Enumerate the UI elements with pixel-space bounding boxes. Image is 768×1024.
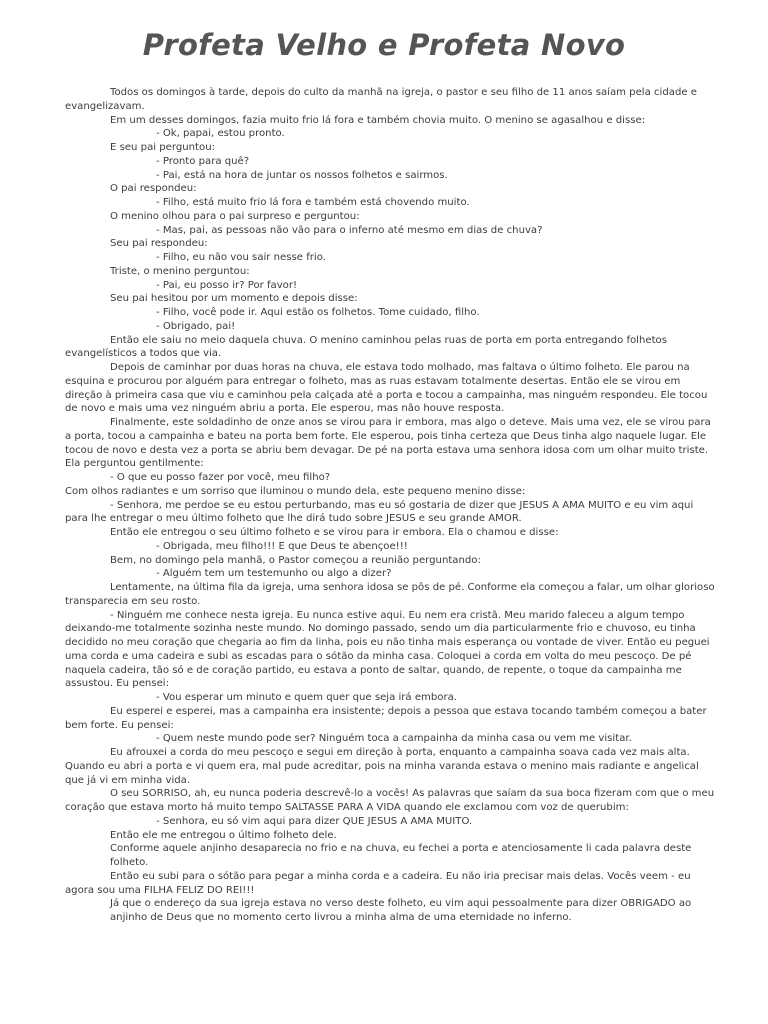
paragraph: O pai respondeu:	[110, 183, 197, 195]
paragraph: - Quem neste mundo pode ser? Ninguém toca a campainha da minha casa ou vem me visitar.	[156, 733, 632, 745]
paragraph: Depois de caminhar por duas horas na chuva, ele estava todo molhado, mas faltava o último folheto. Ele parou na esquina e procurou por alguém para entregar o folheto, mas as ruas estavam totalmente desertas. Então ele se virou em direção à primeira casa que viu e caminhou pela calçada até a porta e tocou a campainha, mas ninguém respondeu. Ele tocou de novo e mais uma vez ninguém abriu a porta. Ele esperou, mas não houve resposta.	[65, 362, 708, 415]
paragraph: - Pai, eu posso ir? Por favor!	[156, 279, 298, 291]
paragraph: - Vou esperar um minuto e quem quer que seja irá embora.	[156, 692, 457, 703]
paragraph: O menino olhou para o pai surpreso e perguntou:	[110, 210, 360, 222]
paragraph: E seu pai perguntou:	[110, 142, 215, 153]
paragraph: - Senhora, eu só vim aqui para dizer QUE JESUS A AMA MUITO.	[156, 815, 473, 827]
paragraph: Então ele saiu no meio daquela chuva. O menino caminhou pelas ruas de porta em porta entregando folhetos evangelísticos a todos que via.	[65, 334, 667, 360]
paragraph: Conforme aquele anjinho desaparecia no frio e na chuva, eu fechei a porta e atenciosamente li cada palavra deste folheto.	[110, 843, 692, 868]
paragraph: - Mas, pai, as pessoas não vão para o inferno até mesmo em dias de chuva?	[156, 224, 543, 236]
paragraph: Todos os domingos à tarde, depois do culto da manhã na igreja, o pastor e seu filho de 11 anos saíam pela cidade e evangelizavam.	[65, 87, 697, 112]
paragraph: Com olhos radiantes e um sorriso que iluminou o mundo dela, este pequeno menino disse:	[65, 485, 526, 497]
paragraph: Finalmente, este soldadinho de onze anos se virou para ir embora, mas algo o deteve. Mais uma vez, ele se virou para a porta, tocou a campainha e bateu na porta bem forte. Ele esperou, pois tinha certeza que Deus tinha algo naquele lugar. Ele tocou de novo e desta vez a porta se abriu bem devagar. De pé na porta estava uma senhora idosa com um olhar muito triste. Ela perguntou gentilmente:	[65, 417, 711, 470]
paragraph: - Filho, você pode ir. Aqui estão os folhetos. Tome cuidado, filho.	[156, 307, 480, 318]
paragraph: - Pronto para quê?	[156, 155, 250, 167]
paragraph: - Filho, eu não vou sair nesse frio.	[156, 252, 326, 263]
paragraph: - Ok, papai, estou pronto.	[156, 128, 285, 140]
paragraph: Eu esperei e esperei, mas a campainha era insistente; depois a pessoa que estava tocando também começou a bater bem forte. Eu pensei:	[65, 705, 707, 731]
document-body	[65, 86, 715, 925]
paragraph: Em um desses domingos, fazia muito frio lá fora e também chovia muito. O menino se agasalhou e disse:	[110, 114, 646, 126]
paragraph: - Obrigada, meu filho!!! E que Deus te abençoe!!!	[156, 540, 408, 552]
paragraph: Seu pai respondeu:	[110, 238, 208, 250]
paragraph: - Senhora, me perdoe se eu estou perturbando, mas eu só gostaria de dizer que JESUS A AMA MUITO e eu vim aqui para lhe entregar o meu último folheto que lhe dirá tudo sobre JESUS e seu grande AMOR.	[65, 499, 694, 525]
paragraph: - Ninguém me conhece nesta igreja. Eu nunca estive aqui. Eu nem era cristã. Meu marido faleceu a algum tempo deixando-me totalmente sozinha neste mundo. No domingo passado, sendo um dia particularmente frio e chuvoso, eu tinha decidido no meu coração que chegaria ao fim da linha, pois eu não tinha mais esperança ou vontade de viver. Então eu peguei uma corda e uma cadeira e subi as escadas para o sótão da minha casa. Coloquei a corda em volta do meu pescoço. De pé naquela cadeira, tão só e de coração partido, eu estava a ponto de saltar, quando, de repente, o toque da campainha me assustou. Eu pensei:	[65, 609, 710, 690]
paragraph: - Alguém tem um testemunho ou algo a dizer?	[156, 568, 392, 580]
paragraph: Seu pai hesitou por um momento e depois disse:	[110, 293, 358, 305]
paragraph: - Pai, está na hora de juntar os nossos folhetos e sairmos.	[156, 169, 448, 181]
paragraph: Então ele me entregou o último folheto dele.	[110, 829, 337, 841]
paragraph: - Filho, está muito frio lá fora e também está chovendo muito.	[156, 197, 470, 208]
paragraph: Já que o endereço da sua igreja estava no verso deste folheto, eu vim aqui pessoalmente para dizer OBRIGADO ao anjinho de Deus que no momento certo livrou a minha alma de uma eternidade no inferno.	[110, 898, 692, 923]
paragraph: Então eu subi para o sótão para pegar a minha corda e a cadeira. Eu não iria precisar mais delas. Vocês veem - eu agora sou uma FILHA FELIZ DO REI!!!	[65, 870, 691, 896]
paragraph: - Obrigado, pai!	[156, 320, 236, 332]
paragraph: Eu afrouxei a corda do meu pescoço e segui em direção à porta, enquanto a campainha soava cada vez mais alta.	[110, 747, 690, 758]
paragraph: Triste, o menino perguntou:	[110, 265, 250, 277]
paragraph: O seu SORRISO, ah, eu nunca poderia descrevê-lo a vocês! As palavras que saíam da sua boca fizeram com que o meu coração que estava morto há muito tempo SALTASSE PARA A VIDA quando ele exclamou com voz de querubim:	[65, 788, 715, 813]
paragraph: Quando eu abri a porta e vi quem era, mal pude acreditar, pois na minha varanda estava o menino mais radiante e angelical que já vi em minha vida.	[65, 760, 699, 786]
paragraph: Então ele entregou o seu último folheto e se virou para ir embora. Ela o chamou e disse:	[110, 527, 559, 538]
paragraph: - O que eu posso fazer por você, meu filho?	[110, 472, 331, 483]
document-title: Profeta Velho e Profeta Novo	[142, 28, 626, 62]
paragraph: Lentamente, na última fila da igreja, uma senhora idosa se pôs de pé. Conforme ela começou a falar, um olhar glorioso transparecia em seu rosto.	[65, 582, 715, 607]
paragraph: Bem, no domingo pela manhã, o Pastor começou a reunião perguntando:	[110, 554, 481, 566]
